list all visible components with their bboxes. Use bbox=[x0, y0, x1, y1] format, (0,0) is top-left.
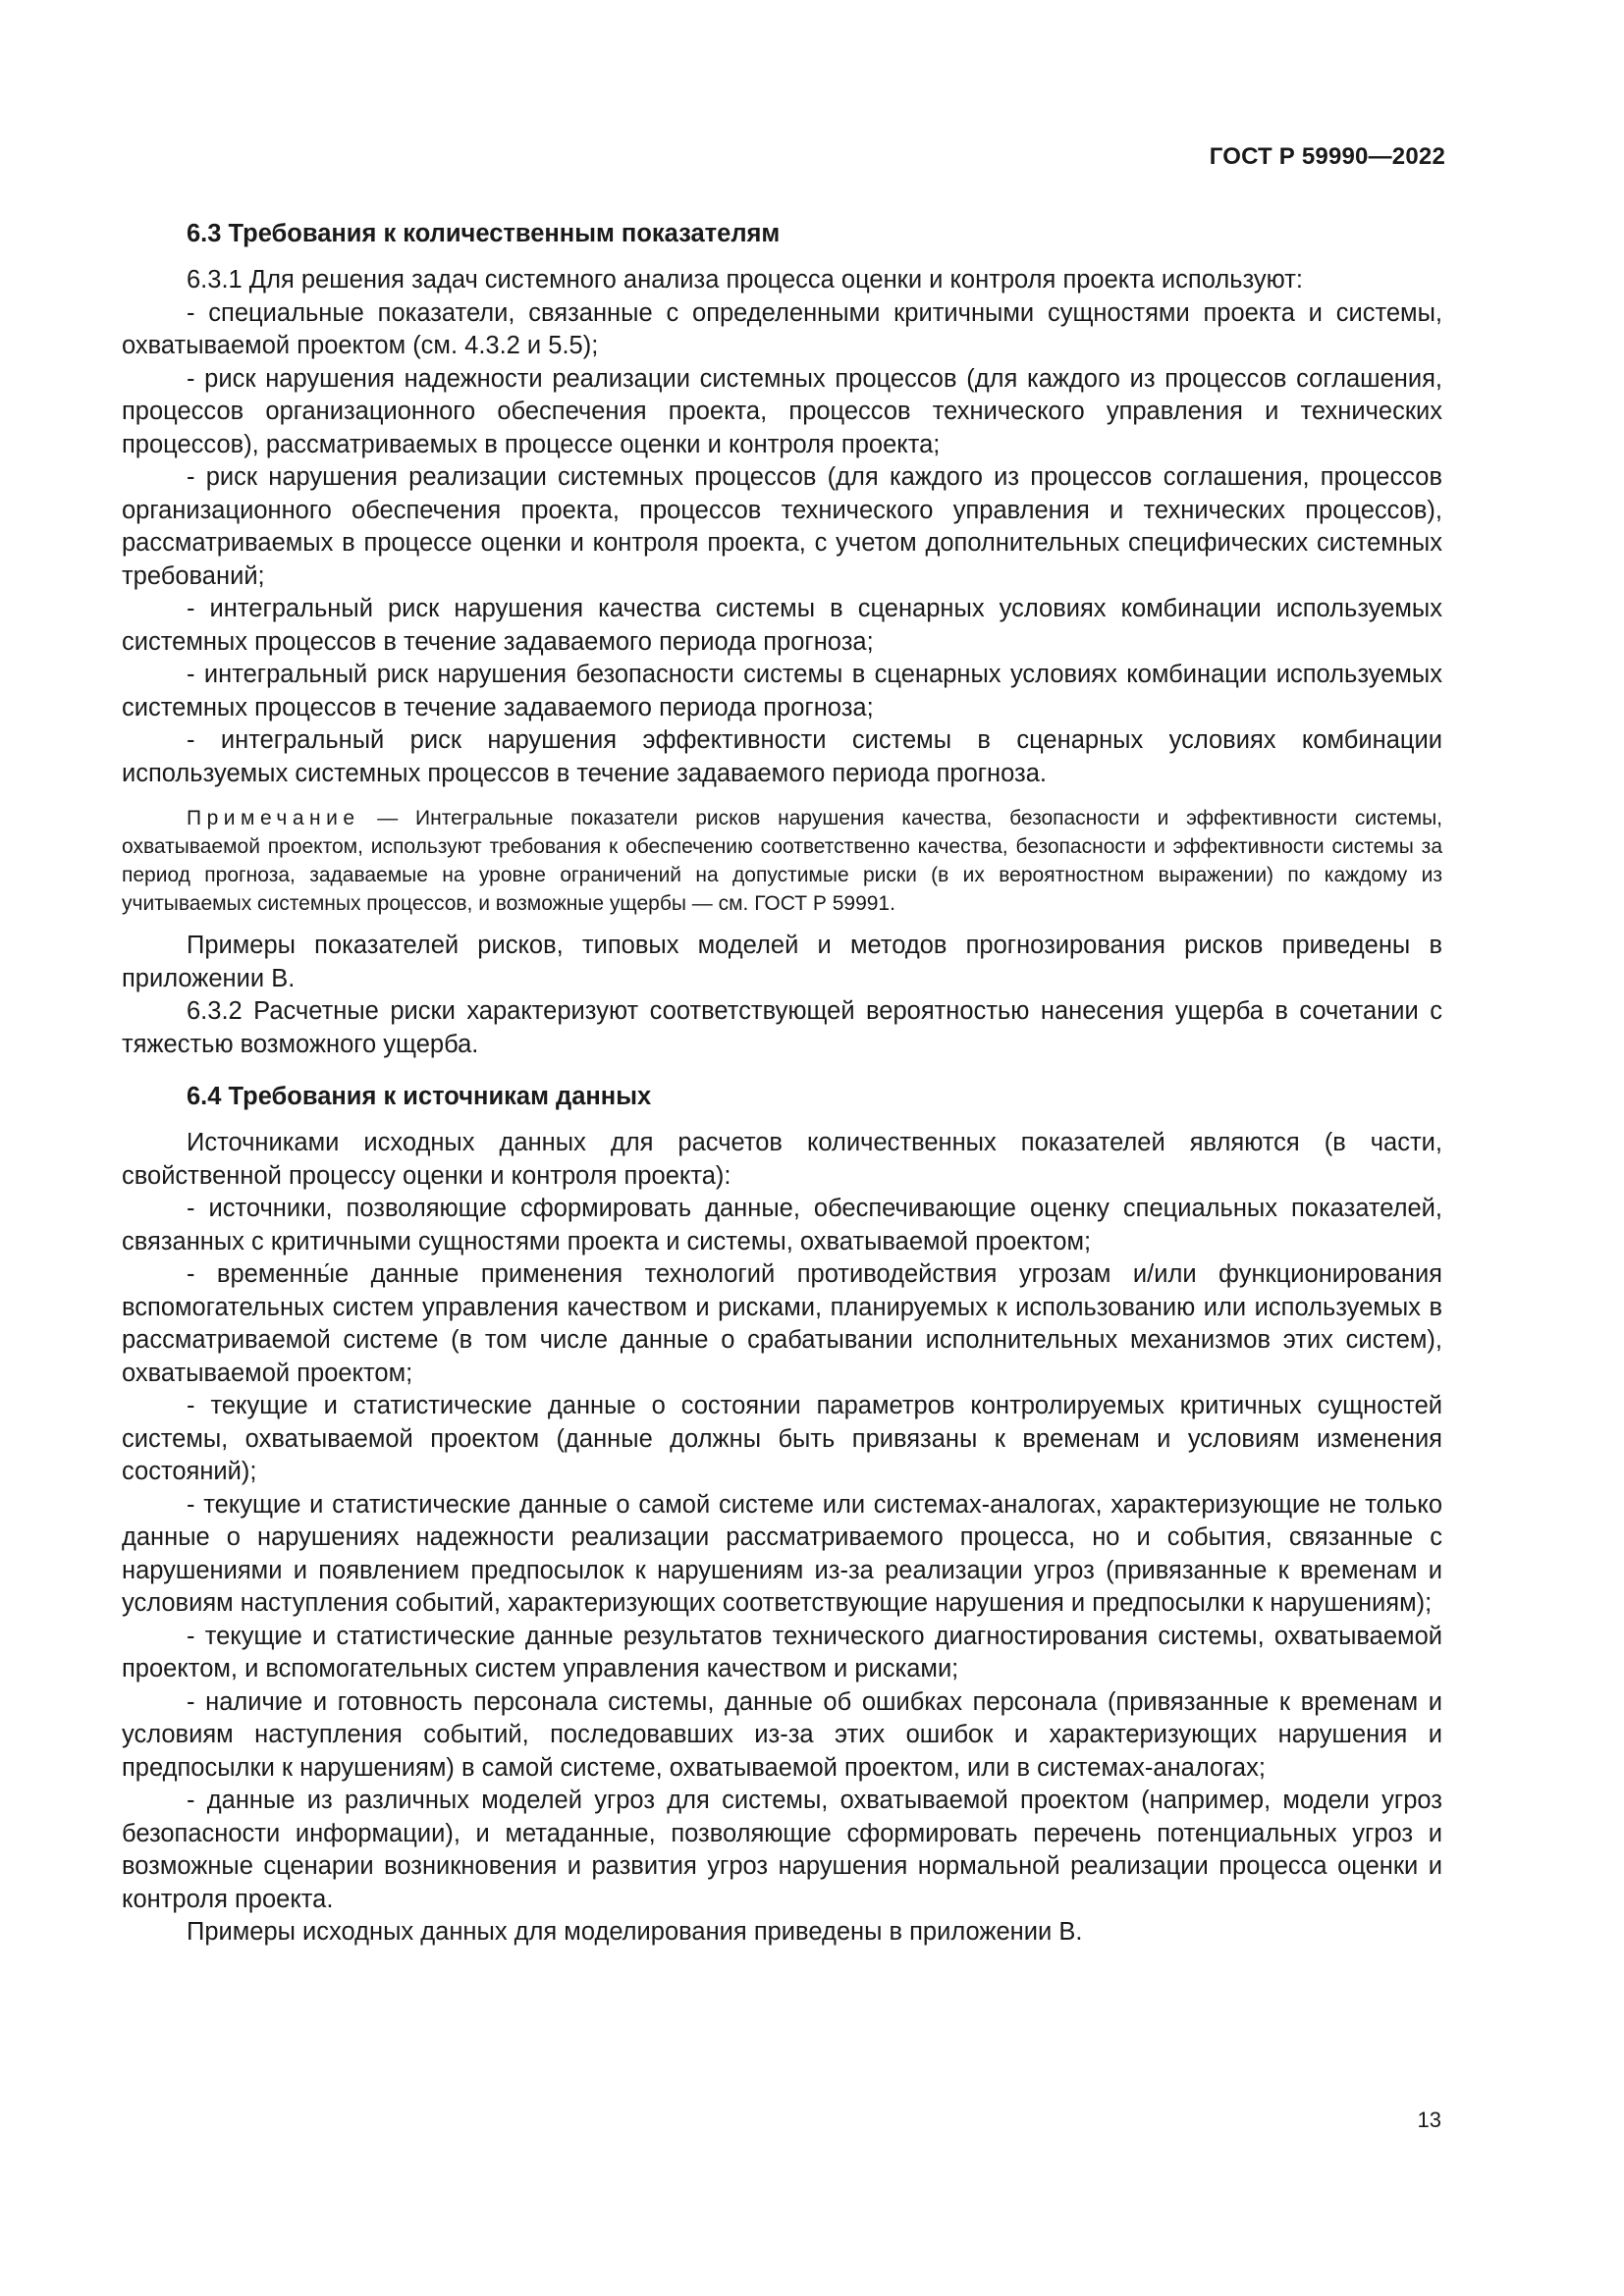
page-number: 13 bbox=[1417, 2108, 1441, 2132]
list-item: - интегральный риск нарушения безопасности системы в сценарных условиях комбинации используемых системных процессов в течение задаваемого периода прогноза; bbox=[122, 661, 1442, 721]
note-text: — Интегральные показатели рисков нарушения качества, безопасности и эффективности системы, охватываемой проектом, используют требования к обеспечению соответственно качества, безопасности и эффективности системы за период прогноза, задаваемые на уровне ограничений на допустимые риски (в их вероятностном выражении) по каждому из учитываемых системных процессов, и возможные ущербы — см. ГОСТ Р 59991. bbox=[122, 807, 1442, 915]
paragraph: 6.3.2 Расчетные риски характеризуют соответствующей вероятностью нанесения ущерба в сочетании с тяжестью возможного ущерба. bbox=[122, 997, 1442, 1058]
list-item: - временны́е данные применения технологий противодействия угрозам и/или функционирования вспомогательных систем управления качеством и рисками, планируемых к использованию или используемых в рассматриваемой системе (в том числе данные о срабатывании исполнительных механизмов этих систем), охватываемой проектом; bbox=[122, 1260, 1442, 1387]
list-item: - риск нарушения надежности реализации системных процессов (для каждого из процессов соглашения, процессов организационного обеспечения проекта, процессов технического управления и технических процессов), рассматриваемых в процессе оценки и контроля проекта; bbox=[122, 364, 1442, 458]
paragraph: 6.3.1 Для решения задач системного анализа процесса оценки и контроля проекта используют: bbox=[187, 266, 1303, 294]
paragraph: Источниками исходных данных для расчетов количественных показателей являются (в части, свойственной процессу оценки и контроля проекта): bbox=[122, 1129, 1442, 1190]
list-item: - наличие и готовность персонала системы, данные об ошибках персонала (привязанные к временам и условиям наступления событий, последовавших из-за этих ошибок и характеризующих нарушения и предпосылки к нарушениям) в самой системе, охватываемой проектом, или в системах-аналогах; bbox=[122, 1687, 1442, 1782]
list-item: - источники, позволяющие сформировать данные, обеспечивающие оценку специальных показателей, связанных с критичными сущностями проекта и системы, охватываемой проектом; bbox=[122, 1195, 1442, 1255]
section-6-3 bbox=[122, 218, 1442, 1061]
list-item: - интегральный риск нарушения качества системы в сценарных условиях комбинации используемых системных процессов в течение задаваемого периода прогноза; bbox=[122, 595, 1442, 656]
note bbox=[122, 804, 1442, 918]
list-item: - текущие и статистические данные результатов технического диагностирования системы, охватываемой проектом, и вспомогательных систем управления качеством и рисками; bbox=[122, 1622, 1442, 1682]
list-item: - текущие и статистические данные о состоянии параметров контролируемых критичных сущностей системы, охватываемой проектом (данные должны быть привязаны к временам и условиям изменения состояний); bbox=[122, 1392, 1442, 1485]
list-item: - риск нарушения реализации системных процессов (для каждого из процессов соглашения, процессов организационного обеспечения проекта, процессов технического управления и технических процессов), рассматриваемых в процессе оценки и контроля проекта, с учетом дополнительных специфических системных требований; bbox=[122, 463, 1442, 590]
list-item: - данные из различных моделей угроз для системы, охватываемой проектом (например, модели угроз безопасности информации), и метаданные, позволяющие сформировать перечень потенциальных угроз и возможные сценарии возникновения и развития угроз нарушения нормальной реализации процесса оценки и контроля проекта. bbox=[122, 1787, 1442, 1913]
section-6-4 bbox=[122, 1081, 1442, 1949]
paragraph: Примеры показателей рисков, типовых моделей и методов прогнозирования рисков приведены в приложении В. bbox=[122, 932, 1442, 992]
document-id: ГОСТ Р 59990—2022 bbox=[1209, 143, 1445, 170]
section-heading: 6.3 Требования к количественным показателям bbox=[187, 220, 781, 247]
list-item: - интегральный риск нарушения эффективности системы в сценарных условиях комбинации используемых системных процессов в течение задаваемого периода прогноза. bbox=[122, 726, 1442, 787]
list-item: - текущие и статистические данные о самой системе или системах-аналогах, характеризующие не только данные о нарушениях надежности реализации рассматриваемого процесса, но и события, связанные с нарушениями и появлением предпосылок к нарушениям из-за реализации угроз (привязанные к временам и условиям наступления событий, характеризующих соответствующие нарушения и предпосылки к нарушениям); bbox=[122, 1490, 1442, 1617]
paragraph: Примеры исходных данных для моделирования приведены в приложении В. bbox=[187, 1918, 1083, 1946]
list-item: - специальные показатели, связанные с определенными критичными сущностями проекта и системы, охватываемой проектом (см. 4.3.2 и 5.5); bbox=[122, 298, 1442, 359]
section-heading: 6.4 Требования к источникам данных bbox=[187, 1083, 652, 1110]
page-body bbox=[122, 218, 1442, 1949]
note-label: Примечание bbox=[187, 807, 360, 829]
